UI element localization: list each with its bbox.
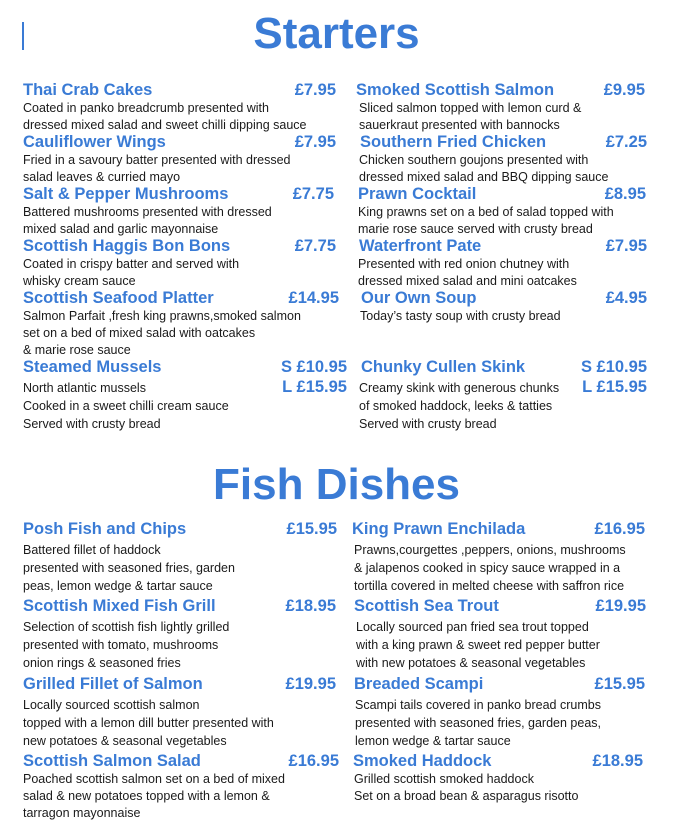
item-name: Scottish Haggis Bon Bons	[23, 237, 231, 255]
menu-item	[356, 357, 647, 433]
item-description: presented with seasoned fries, garden peas,	[355, 716, 601, 730]
item-price: £14.95	[288, 289, 339, 307]
menu-item	[356, 132, 647, 186]
item-description: Selection of scottish fish lightly grilled	[23, 620, 230, 634]
item-price: £16.95	[288, 752, 339, 770]
item-name: Posh Fish and Chips	[23, 520, 187, 538]
item-description: dressed mixed salad and BBQ dipping sauce	[359, 170, 609, 184]
item-description: Poached scottish salmon set on a bed of mixed	[23, 772, 285, 786]
item-price: £7.75	[292, 185, 334, 203]
item-name: Grilled Fillet of Salmon	[23, 675, 203, 693]
item-description: with new potatoes & seasonal vegetables	[356, 656, 586, 670]
item-description: presented with seasoned fries, garden	[23, 561, 235, 575]
item-description: onion rings & seasoned fries	[23, 656, 181, 670]
item-description: sauerkraut presented with bannocks	[359, 118, 560, 132]
item-description: Today’s tasty soup with crusty bread	[360, 309, 561, 323]
item-description: Served with crusty bread	[23, 417, 161, 431]
item-description: Cooked in a sweet chilli cream sauce	[23, 399, 229, 413]
item-price: £7.95	[294, 133, 336, 151]
item-description: North atlantic mussels	[23, 381, 146, 395]
item-name: Prawn Cocktail	[358, 185, 477, 203]
item-description: Locally sourced scottish salmon	[23, 698, 200, 712]
item-description: Fried in a savoury batter presented with dressed	[23, 153, 291, 167]
item-description: Served with crusty bread	[359, 417, 497, 431]
menu-item	[23, 236, 336, 290]
menu-item	[23, 357, 347, 433]
item-description: mixed salad and garlic mayonnaise	[23, 222, 219, 236]
item-description: Creamy skink with generous chunks	[359, 381, 560, 395]
item-description: Presented with red onion chutney with	[358, 257, 570, 271]
menu-item	[23, 596, 336, 672]
item-description: Battered fillet of haddock	[23, 543, 161, 557]
item-name: Breaded Scampi	[354, 675, 484, 693]
item-description: set on a bed of mixed salad with oatcakes	[23, 326, 256, 340]
item-name: Waterfront Pate	[359, 237, 482, 255]
item-description: salad & new potatoes topped with a lemon &	[23, 789, 270, 803]
menu-item	[23, 288, 339, 359]
item-price: £18.95	[285, 597, 336, 615]
item-description: Locally sourced pan fried sea trout topped	[356, 620, 589, 634]
item-price: £4.95	[605, 289, 647, 307]
item-price-large: L £15.95	[582, 378, 647, 396]
item-price: £18.95	[592, 752, 643, 770]
item-name: Scottish Seafood Platter	[23, 289, 214, 307]
item-description: new potatoes & seasonal vegetables	[23, 734, 227, 748]
item-price: £19.95	[285, 675, 336, 693]
item-description: Chicken southern goujons presented with	[359, 153, 589, 167]
item-description: whisky cream sauce	[23, 274, 136, 288]
menu-item	[23, 80, 336, 134]
item-description: with a king prawn & sweet red pepper butter	[356, 638, 600, 652]
item-description: & jalapenos cooked in spicy sauce wrapped in a	[354, 561, 621, 575]
item-price-small: S £10.95	[580, 358, 647, 376]
starters-heading: Starters	[253, 9, 420, 58]
item-description: Set on a broad bean & asparagus risotto	[354, 789, 579, 803]
item-description: Grilled scottish smoked haddock	[354, 772, 534, 786]
item-description: tortilla covered in melted cheese with saffron rice	[354, 579, 625, 593]
item-description: dressed mixed salad and sweet chilli dipping sauce	[23, 118, 307, 132]
item-price: £16.95	[594, 520, 645, 538]
menu-item	[356, 236, 647, 290]
item-price: £19.95	[595, 597, 646, 615]
item-name: Smoked Scottish Salmon	[356, 81, 555, 99]
item-description: topped with a lemon dill butter presented with	[23, 716, 274, 730]
item-price-large: L £15.95	[282, 378, 347, 396]
item-description: Scampi tails covered in panko bread crumbs	[355, 698, 601, 712]
item-name: Smoked Haddock	[353, 752, 492, 770]
item-name: Southern Fried Chicken	[360, 133, 547, 151]
item-name: Our Own Soup	[361, 289, 477, 307]
item-name: Scottish Sea Trout	[354, 597, 499, 615]
fish-dishes-heading: Fish Dishes	[213, 460, 460, 509]
item-description: lemon wedge & tartar sauce	[355, 734, 511, 748]
menu-item	[354, 674, 645, 750]
menu-item	[23, 132, 336, 186]
item-price: £8.95	[604, 185, 646, 203]
item-description: marie rose sauce served with crusty bread	[358, 222, 593, 236]
item-price: £15.95	[594, 675, 645, 693]
item-description: Sliced salmon topped with lemon curd &	[359, 101, 582, 115]
item-description: peas, lemon wedge & tartar sauce	[23, 579, 213, 593]
item-description: Prawns,courgettes ,peppers, onions, mushrooms	[354, 543, 626, 557]
menu-item	[23, 519, 337, 595]
item-name: Salt & Pepper Mushrooms	[23, 185, 229, 203]
item-description: tarragon mayonnaise	[23, 806, 141, 820]
item-description: King prawns set on a bed of salad topped with	[358, 205, 614, 219]
item-name: King Prawn Enchilada	[352, 520, 526, 538]
item-description: Coated in crispy batter and served with	[23, 257, 240, 271]
menu-item	[23, 674, 336, 750]
menu-item	[352, 519, 645, 595]
item-price: £7.95	[605, 237, 647, 255]
item-description: & marie rose sauce	[23, 343, 131, 357]
menu-item	[356, 288, 647, 325]
item-price: £7.25	[605, 133, 647, 151]
item-description: Battered mushrooms presented with dressed	[23, 205, 272, 219]
item-price: £15.95	[286, 520, 337, 538]
menu-item	[353, 751, 643, 805]
menu-item	[354, 596, 646, 672]
item-description: salad leaves & curried mayo	[23, 170, 181, 184]
menu-item	[356, 184, 646, 238]
item-description: dressed mixed salad and mini oatcakes	[358, 274, 577, 288]
menu-item	[23, 751, 339, 822]
item-description: presented with tomato, mushrooms	[23, 638, 219, 652]
item-price: £7.75	[294, 237, 336, 255]
item-description: of smoked haddock, leeks & tatties	[359, 399, 553, 413]
item-price-small: S £10.95	[280, 358, 347, 376]
item-name: Thai Crab Cakes	[23, 81, 153, 99]
item-description: Coated in panko breadcrumb presented with	[23, 101, 269, 115]
item-name: Scottish Salmon Salad	[23, 752, 201, 770]
item-name: Cauliflower Wings	[23, 133, 166, 151]
item-price: £7.95	[294, 81, 336, 99]
item-description: Salmon Parfait ,fresh king prawns,smoked salmon	[23, 309, 301, 323]
menu-item	[356, 80, 645, 134]
item-name: Steamed Mussels	[23, 358, 162, 376]
item-name: Chunky Cullen Skink	[361, 358, 526, 376]
item-price: £9.95	[603, 81, 645, 99]
item-name: Scottish Mixed Fish Grill	[23, 597, 216, 615]
menu-item	[23, 184, 334, 238]
